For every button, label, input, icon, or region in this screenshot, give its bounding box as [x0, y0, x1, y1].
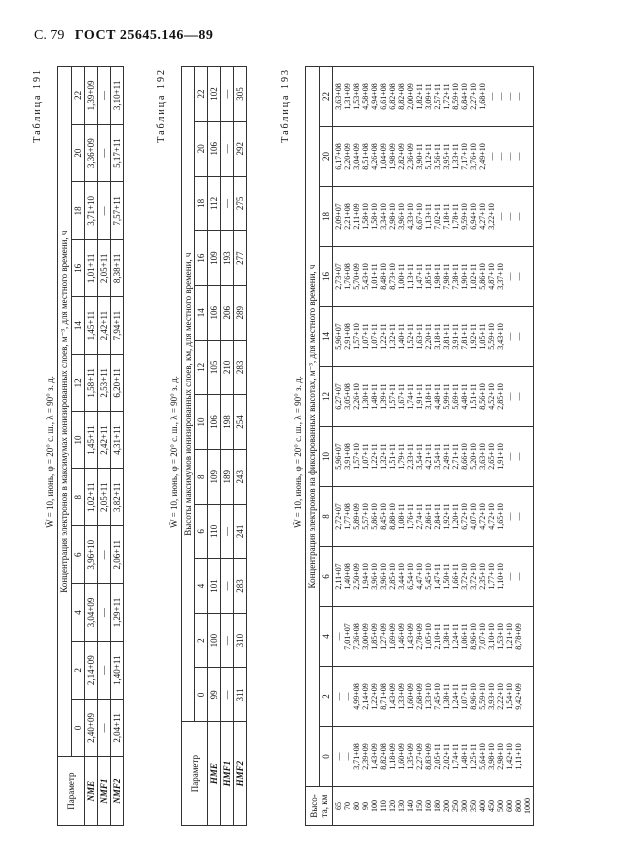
table-cell: 106	[208, 395, 221, 450]
table-cell: 3,82+11	[111, 469, 124, 526]
table-cell: 3,96+10	[85, 526, 98, 584]
table-cell: 189	[221, 449, 234, 504]
table-cell: —	[221, 176, 234, 231]
value-column: — — 3,71+08 2,39+09 1,43+09 8,82+08 1,18+09 1,60+09 1,35+09 2,27+09 8,83+09 2,05+11 2,02+11 1,74+11 1,48+11 1,25+11 5,64+10 3,98+10 2,98+10 1,42+10 1,11+10	[333, 727, 534, 787]
hour-header: 0	[72, 699, 85, 757]
hour-header: 2	[320, 667, 333, 727]
table-192-number: Таблица 192	[156, 68, 167, 143]
hour-header: 0	[320, 727, 333, 787]
table-cell: —	[98, 182, 111, 240]
table-cell: 2,42+11	[98, 411, 111, 468]
table-cell: 3,71+10	[85, 182, 98, 240]
table-row	[98, 67, 111, 826]
table-cell: 7,57+11	[111, 182, 124, 240]
hour-header: 16	[320, 247, 333, 307]
hour-header: 18	[320, 187, 333, 247]
table-192-section	[156, 62, 247, 842]
page-header	[34, 28, 213, 44]
table-cell: 1,39+09	[85, 67, 98, 125]
table-cell: —	[98, 67, 111, 125]
table-cell: —	[221, 668, 234, 722]
table-cell: 243	[234, 449, 247, 504]
table-row	[85, 67, 98, 826]
hour-header: 4	[195, 559, 208, 614]
table-cell: 1,01+11	[85, 240, 98, 297]
hour-header: 18	[72, 182, 85, 240]
table-cell: 109	[208, 231, 221, 286]
table-192	[181, 66, 247, 826]
table-cell: 7,94+11	[111, 297, 124, 354]
page-number: С. 79	[34, 28, 65, 43]
table-cell: —	[98, 124, 111, 182]
table-cell: —	[98, 699, 111, 757]
hour-header: 0	[195, 668, 208, 722]
table-cell: 3,36+09	[85, 124, 98, 182]
table-cell: 275	[234, 176, 247, 231]
table-cell: —	[98, 526, 111, 584]
table-cell: 8,38+11	[111, 240, 124, 297]
hour-header: 10	[72, 411, 85, 468]
table-192-title: W̄ = 10, июнь, φ = 20° с. ш., λ = 90° з. д.	[169, 376, 179, 528]
table-cell: 6,20+11	[111, 354, 124, 411]
table-cell: 2,53+11	[98, 354, 111, 411]
hour-header: 20	[72, 124, 85, 182]
rotated-content	[24, 50, 590, 842]
value-column: — — 4,99+08 2,14+09 1,22+09 8,71+08 1,43+09 1,33+09 1,60+09 2,68+09 1,33+10 7,45+10 1,38+11 1,24+11 1,07+11 8,96+10 5,59+10 3,93+10 2,22+10 1,54+10 9,42+09	[333, 667, 534, 727]
value-column: — 7,01+07 7,36+08 3,00+09 1,85+09 1,27+09 1,69+09 1,46+09 1,43+09 2,78+09 1,05+10 2,10+11 1,38+11 1,24+11 1,06+11 8,96+10 7,07+10 3,10+10 1,53+10 1,21+10 8,78+09	[333, 607, 534, 667]
table-cell: 241	[234, 504, 247, 559]
row-label: HME	[208, 722, 221, 826]
table-192-subtitle: Высоты максимумов ионизированных слоев, км, для местного времени, ч	[182, 67, 195, 722]
height-column: 65 70 80 90 100 110 120 130 140 150 160 180 200 250 300 350 400 450 500 600 800 1000	[333, 787, 534, 826]
table-cell: —	[221, 613, 234, 668]
table-cell: —	[221, 67, 234, 122]
table-cell: 289	[234, 285, 247, 340]
table-cell: 106	[208, 121, 221, 176]
table-193-section	[280, 62, 534, 842]
table-cell: 2,05+11	[98, 240, 111, 297]
table-cell: 112	[208, 176, 221, 231]
hour-header: 22	[320, 67, 333, 127]
gost-code: ГОСТ 25645.146—89	[74, 28, 214, 43]
hour-header: 20	[320, 127, 333, 187]
value-column: 6,17+08 2,20+09 3,04+09 8,51+08 4,26+08 1,04+09 1,98+09 2,82+09 2,36+09 3,90+11 5,12+11 3,56+11 3,95+11 1,33+11 7,17+10 3,76+10 2,49+10 — — — —	[333, 127, 534, 187]
param-header: Параметр	[182, 722, 208, 826]
hour-header: 22	[195, 67, 208, 122]
table-cell: —	[98, 584, 111, 642]
table-cell: 311	[234, 668, 247, 722]
hour-header: 4	[320, 607, 333, 667]
hour-header: 14	[320, 307, 333, 367]
value-column: 2,09+07 2,21+08 2,11+09 1,58+10 1,58+10 3,34+10 2,98+10 3,96+10 4,33+10 6,67+10 1,13+11 7,02+11 7,18+11 1,78+11 9,59+10 6,94+10 4,27+10 3,22+10 — — —	[333, 187, 534, 247]
value-column: 2,11+07 1,40+08 2,50+09 1,94+10 3,96+10 3,96+10 2,85+10 3,44+10 6,54+10 4,47+10 5,45+10 1,47+11 1,50+11 1,66+11 3,72+10 3,72+10 2,35+10 1,77+10 1,10+10 — —	[333, 547, 534, 607]
table-cell: 106	[208, 285, 221, 340]
table-cell: 2,42+11	[98, 297, 111, 354]
table-cell: 1,58+11	[85, 354, 98, 411]
value-column: 5,96+07 2,91+08 1,57+10 1,07+11 1,07+11 1,22+11 1,32+11 1,40+11 1,52+11 1,63+11 2,20+11 3,18+11 3,81+11 3,91+11 7,81+11 1,92+11 1,05+11 5,59+10 3,43+10 — —	[333, 307, 534, 367]
table-cell: 1,45+11	[85, 411, 98, 468]
table-cell: 101	[208, 559, 221, 614]
hour-header: 12	[72, 354, 85, 411]
table-cell: 206	[221, 285, 234, 340]
hour-header: 4	[72, 584, 85, 642]
table-cell: 2,05+11	[98, 469, 111, 526]
table-cell: 3,04+09	[85, 584, 98, 642]
table-cell: 100	[208, 613, 221, 668]
hour-header: 12	[195, 340, 208, 395]
table-cell: 193	[221, 231, 234, 286]
hour-header: 8	[195, 449, 208, 504]
table-cell: 198	[221, 395, 234, 450]
table-193-number: Таблица 193	[280, 68, 291, 143]
value-column: 5,96+07 3,91+08 1,57+10 1,07+11 1,22+11 1,32+11 1,51+11 1,79+11 2,33+11 3,54+11 4,21+11 3,54+11 2,49+11 2,71+11 8,66+10 5,20+10 3,63+10 2,65+10 1,91+10 — —	[333, 427, 534, 487]
table-cell: 99	[208, 668, 221, 722]
table-191-subtitle: Концентрация электронов в максимумах ионизированных слоев, м⁻³, для местного времени, ч	[58, 67, 72, 757]
table-cell: 277	[234, 231, 247, 286]
row-label: NMF2	[111, 757, 124, 826]
table-191	[57, 66, 124, 826]
hour-header: 6	[195, 504, 208, 559]
hour-header: 22	[72, 67, 85, 125]
table-cell: 109	[208, 449, 221, 504]
value-column: 6,27+07 3,05+08 2,26+10 1,30+11 1,48+11 1,39+11 1,57+11 1,67+11 1,74+11 1,91+11 3,18+11 4,48+11 5,99+11 5,69+11 4,48+11 1,51+11 8,56+10 4,52+10 2,85+10 — —	[333, 367, 534, 427]
table-191-title: W̄ = 10, июнь, φ = 20° с. ш., λ = 90° з. д.	[45, 376, 55, 528]
hour-header: 10	[195, 395, 208, 450]
table-row	[234, 67, 247, 826]
table-191-number: Таблица 191	[32, 68, 43, 143]
table-cell: —	[221, 559, 234, 614]
param-header: Параметр	[58, 757, 85, 826]
table-193	[305, 66, 534, 826]
table-cell: 105	[208, 340, 221, 395]
hour-header: 8	[72, 469, 85, 526]
table-cell: 2,04+11	[111, 699, 124, 757]
hour-header: 14	[195, 285, 208, 340]
value-column: 2,73+07 1,76+08 5,70+09 5,43+10 1,01+11 8,48+10 8,73+10 1,00+11 1,13+11 1,47+11 1,85+11 1,98+11 7,98+11 7,38+11 1,90+11 1,02+11 5,86+10 4,87+10 3,37+10 — —	[333, 247, 534, 307]
row-label: NMF1	[98, 757, 111, 826]
table-cell: 3,10+11	[111, 67, 124, 125]
table-cell: —	[221, 121, 234, 176]
hour-header: 20	[195, 121, 208, 176]
hour-header: 2	[195, 613, 208, 668]
hour-header: 6	[320, 547, 333, 607]
table-cell: 1,45+11	[85, 297, 98, 354]
table-body-row	[333, 67, 534, 826]
table-cell: 102	[208, 67, 221, 122]
table-cell: —	[98, 641, 111, 699]
table-cell: 283	[234, 559, 247, 614]
table-cell: 210	[221, 340, 234, 395]
table-cell: 110	[208, 504, 221, 559]
hour-header: 8	[320, 487, 333, 547]
table-cell: —	[221, 504, 234, 559]
table-193-subtitle: Концентрация электронов на фиксированных высотах, м⁻³, для местного времени, ч	[306, 67, 320, 787]
hour-header: 10	[320, 427, 333, 487]
table-cell: 254	[234, 395, 247, 450]
value-column: 2,72+07 1,77+08 5,89+09 5,57+10 5,86+10 8,45+10 8,88+10 1,08+11 1,76+11 2,74+11 2,86+11 2,84+11 1,92+11 1,20+11 6,72+10 4,07+10 4,72+10 4,72+10 1,65+10 — —	[333, 487, 534, 547]
row-label: NME	[85, 757, 98, 826]
hour-header: 16	[195, 231, 208, 286]
table-193-title: W̄ = 10, июнь, φ = 20° с. ш., λ = 90° з. д.	[293, 376, 303, 528]
height-header: Высо-та, км	[306, 787, 333, 826]
table-191-section	[32, 62, 124, 842]
table-row	[111, 67, 124, 826]
table-cell: 1,02+11	[85, 469, 98, 526]
table-row	[208, 67, 221, 826]
table-cell: 2,14+09	[85, 641, 98, 699]
table-cell: 310	[234, 613, 247, 668]
row-label: HMF2	[234, 722, 247, 826]
row-label: HMF1	[221, 722, 234, 826]
table-cell: 2,40+09	[85, 699, 98, 757]
table-cell: 283	[234, 340, 247, 395]
table-cell: 2,06+11	[111, 526, 124, 584]
hour-header: 6	[72, 526, 85, 584]
hour-header: 14	[72, 297, 85, 354]
table-cell: 1,40+11	[111, 641, 124, 699]
value-column: 3,63+08 1,31+09 1,53+08 4,58+08 4,94+08 6,61+08 6,82+08 8,82+08 2,00+09 1,82+11 3,09+11 2,57+11 1,72+11 8,59+10 6,84+10 2,27+10 1,68+10 — — — —	[333, 67, 534, 127]
table-cell: 292	[234, 121, 247, 176]
table-row	[221, 67, 234, 826]
table-cell: 5,17+11	[111, 124, 124, 182]
hour-header: 2	[72, 641, 85, 699]
table-cell: 4,31+11	[111, 411, 124, 468]
table-cell: 1,29+11	[111, 584, 124, 642]
hour-header: 16	[72, 240, 85, 297]
table-cell: 305	[234, 67, 247, 122]
hour-header: 12	[320, 367, 333, 427]
hour-header: 18	[195, 176, 208, 231]
